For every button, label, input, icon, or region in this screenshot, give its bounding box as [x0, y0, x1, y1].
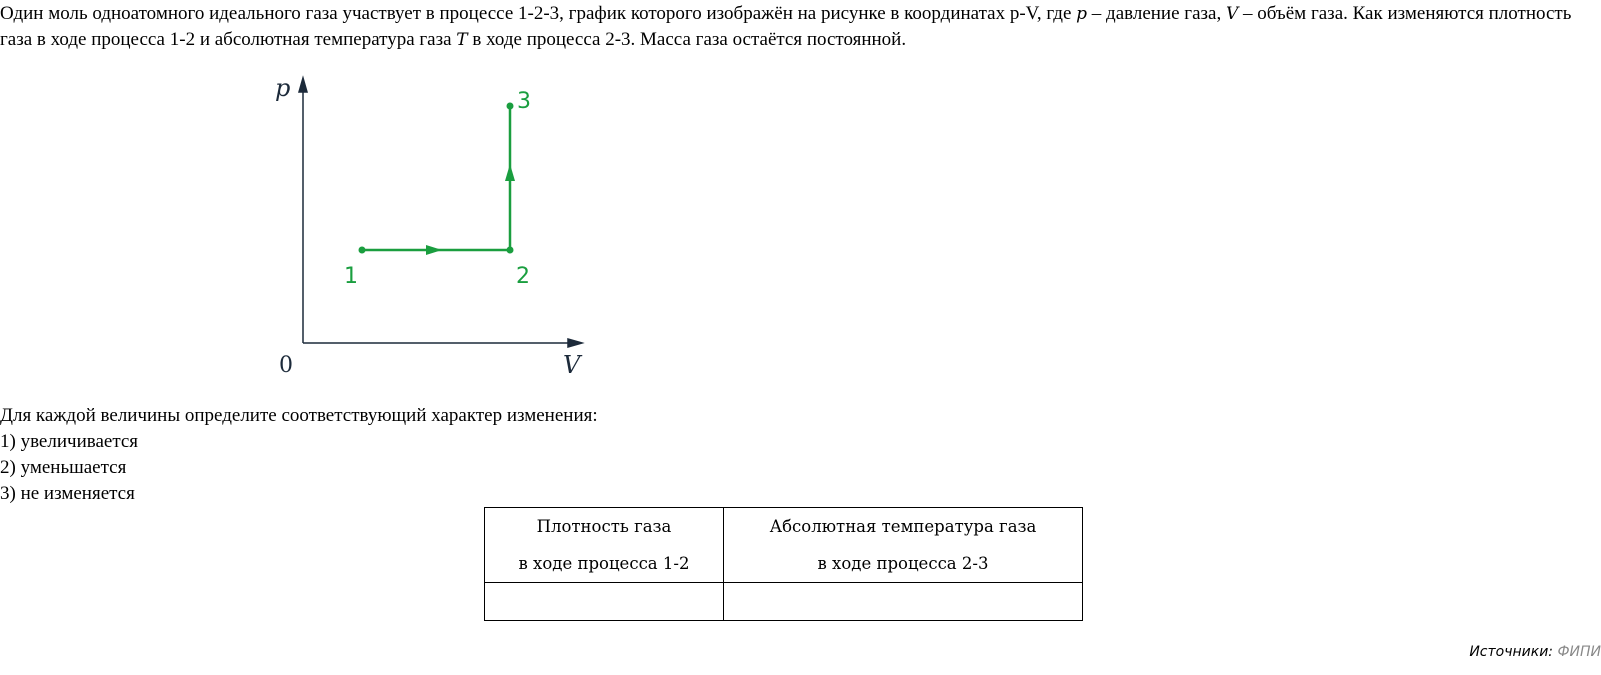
- symbol-v: V: [1225, 4, 1239, 24]
- source-label: Источники:: [1469, 644, 1554, 660]
- v-axis-arrow: [568, 339, 582, 347]
- point-2-label: 2: [516, 264, 530, 289]
- question-part: Один моль одноатомного идеального газа участвует в процессе 1-2-3, график которого изображён на рисунке в координатах p-V, где: [0, 3, 1077, 24]
- point-3: [507, 103, 514, 110]
- p-axis-label: p: [275, 74, 291, 102]
- header-temperature: [724, 508, 1083, 583]
- answer-table: [484, 507, 1083, 621]
- point-2: [507, 247, 514, 254]
- answer-cell-density[interactable]: [485, 583, 724, 621]
- symbol-t: T: [456, 30, 468, 50]
- question-part: – давление газа,: [1087, 3, 1226, 24]
- symbol-p: p: [1076, 4, 1088, 24]
- header-line: в ходе процесса 1-2: [518, 554, 690, 573]
- header-line: Абсолютная температура газа: [769, 517, 1037, 536]
- header-line: Плотность газа: [536, 517, 672, 536]
- question-part: – объём газа. Как изменяются плотность газа в ходе процесса 1-2 и абсолютная температура газа: [0, 3, 1572, 50]
- p-axis-arrow: [299, 78, 307, 92]
- source-link[interactable]: ФИПИ: [1557, 644, 1601, 660]
- v-axis-label: V: [563, 351, 581, 379]
- arrow-1-2: [426, 245, 442, 255]
- arrow-2-3: [505, 164, 515, 181]
- option-1: 1) увеличивается: [0, 431, 139, 452]
- answer-options: [0, 403, 598, 507]
- header-density: [485, 508, 724, 583]
- option-3: 3) не изменяется: [0, 483, 135, 504]
- source: [1469, 644, 1601, 660]
- option-2: 2) уменьшается: [0, 457, 127, 478]
- point-1: [359, 247, 366, 254]
- answer-cell-temperature[interactable]: [724, 583, 1083, 621]
- point-1-label: 1: [344, 264, 358, 289]
- point-3-label: 3: [517, 89, 531, 114]
- header-line: в ходе процесса 2-3: [817, 554, 989, 573]
- instructions: Для каждой величины определите соответствующий характер изменения:: [0, 405, 598, 426]
- origin-label: 0: [279, 353, 293, 378]
- question-part: в ходе процесса 2-3. Масса газа остаётся постоянной.: [467, 29, 907, 50]
